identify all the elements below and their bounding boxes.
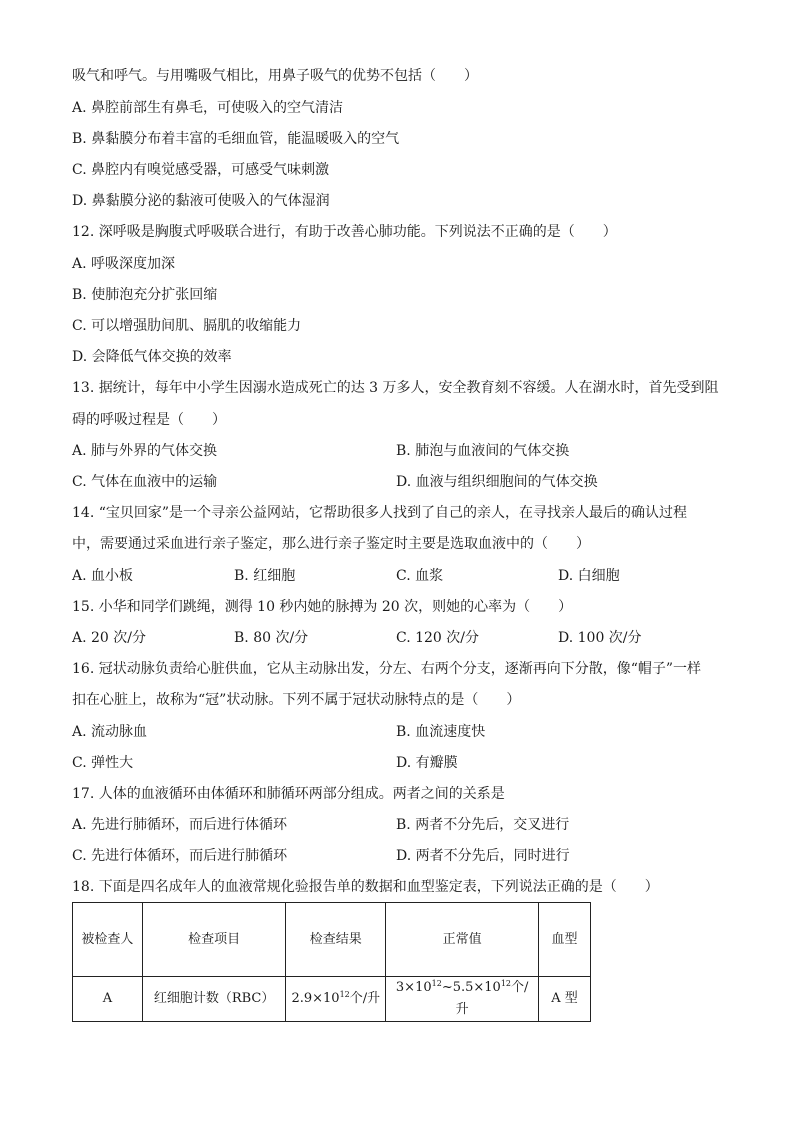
q16-option-d: D. 有瓣膜	[396, 755, 458, 771]
cell-blood-type: A 型	[539, 977, 591, 1022]
q14-option-d: D. 白细胞	[558, 568, 620, 584]
header-normal: 正常值	[386, 903, 539, 977]
q17-option-d: D. 两者不分先后，同时进行	[396, 848, 570, 864]
q17-option-b: B. 两者不分先后，交叉进行	[396, 817, 570, 833]
q14-stem-line1: 14. “宝贝回家”是一个寻亲公益网站，它帮助很多人找到了自己的亲人，在寻找亲人最后的确认过程	[72, 505, 688, 521]
q13-option-c: C. 气体在血液中的运输	[72, 474, 218, 490]
blood-test-table	[72, 902, 591, 1022]
q16-option-b: B. 血流速度快	[396, 724, 486, 740]
q11-option-a: A. 鼻腔前部生有鼻毛，可使吸入的空气清洁	[72, 100, 344, 116]
q11-stem: 吸气和呼气。与用嘴吸气相比，用鼻子吸气的优势不包括（ ）	[72, 68, 478, 84]
q11-option-b: B. 鼻黏膜分布着丰富的毛细血管，能温暖吸入的空气	[72, 131, 400, 147]
q16-stem-line1: 16. 冠状动脉负责给心脏供血，它从主动脉出发，分左、右两个分支，逐渐再向下分散，像“帽子”一样	[72, 661, 702, 677]
q15-option-c: C. 120 次/分	[396, 630, 480, 646]
q12-option-b: B. 使肺泡充分扩张回缩	[72, 287, 218, 303]
header-person: 被检查人	[73, 903, 143, 977]
q12-option-a: A. 呼吸深度加深	[72, 256, 176, 272]
table-row	[73, 977, 591, 1022]
cell-result: $2.9\times 10^{12}$个/升	[286, 977, 386, 1022]
q11-option-d: D. 鼻黏膜分泌的黏液可使吸入的气体湿润	[72, 193, 330, 209]
q16-option-c: C. 弹性大	[72, 755, 134, 771]
q11-option-c: C. 鼻腔内有嗅觉感受器，可感受气味刺激	[72, 162, 330, 178]
q14-option-b: B. 红细胞	[234, 568, 296, 584]
q17-option-c: C. 先进行体循环，而后进行肺循环	[72, 848, 288, 864]
q13-option-a: A. 肺与外界的气体交换	[72, 443, 218, 459]
q16-stem-line2: 扣在心脏上，故称为“冠”状动脉。下列不属于冠状动脉特点的是（ ）	[72, 692, 521, 708]
q14-option-a: A. 血小板	[72, 568, 134, 584]
cell-person: A	[73, 977, 143, 1022]
header-result: 检查结果	[286, 903, 386, 977]
q13-stem-line1: 13. 据统计，每年中小学生因溺水造成死亡的达 3 万多人，安全教育刻不容缓。人在湖水时，首先受到阻	[72, 380, 719, 396]
q13-option-d: D. 血液与组织细胞间的气体交换	[396, 474, 598, 490]
q14-stem-line2: 中，需要通过采血进行亲子鉴定，那么进行亲子鉴定时主要是选取血液中的（ ）	[72, 536, 590, 552]
q15-stem: 15. 小华和同学们跳绳，测得 10 秒内她的脉搏为 20 次，则她的心率为（ ）	[72, 599, 573, 615]
q15-option-d: D. 100 次/分	[558, 630, 642, 646]
header-blood-type: 血型	[539, 903, 591, 977]
q16-option-a: A. 流动脉血	[72, 724, 148, 740]
q14-option-c: C. 血浆	[396, 568, 444, 584]
q12-stem: 12. 深呼吸是胸腹式呼吸联合进行，有助于改善心肺功能。下列说法不正确的是（ ）	[72, 224, 617, 240]
q13-stem-line2: 碍的呼吸过程是（ ）	[72, 412, 226, 428]
q12-option-d: D. 会降低气体交换的效率	[72, 349, 232, 365]
q15-option-b: B. 80 次/分	[234, 630, 309, 646]
q13-option-b: B. 肺泡与血液间的气体交换	[396, 443, 570, 459]
cell-normal: $3\times 10^{12}\sim 5.5\times 10^{12}$个/升	[386, 977, 539, 1022]
q17-stem: 17. 人体的血液循环由体循环和肺循环两部分组成。两者之间的关系是	[72, 786, 505, 802]
header-item: 检查项目	[142, 903, 286, 977]
q17-option-a: A. 先进行肺循环，而后进行体循环	[72, 817, 288, 833]
table-header-row	[73, 903, 591, 977]
q18-stem: 18. 下面是四名成年人的血液常规化验报告单的数据和血型鉴定表，下列说法正确的是（ ）	[72, 879, 659, 895]
q12-option-c: C. 可以增强肋间肌、膈肌的收缩能力	[72, 318, 302, 334]
q15-option-a: A. 20 次/分	[72, 630, 146, 646]
cell-item: 红细胞计数（RBC）	[142, 977, 286, 1022]
